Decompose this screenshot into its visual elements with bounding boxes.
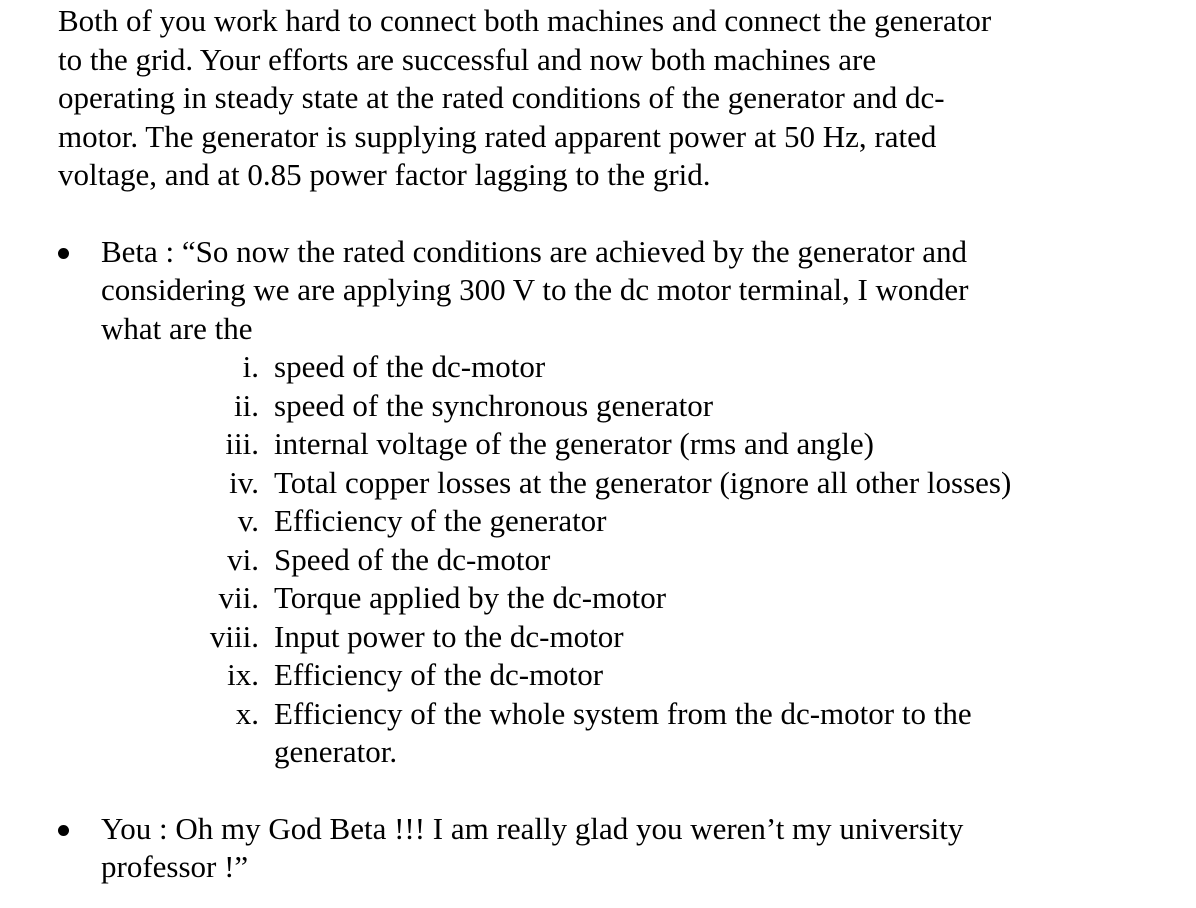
question-text: speed of the synchronous generator [274,387,714,423]
question-number: ix. [227,657,259,692]
question-item [58,502,1178,541]
beta-bullet [58,233,1178,349]
question-text: Torque applied by the dc-motor [274,580,667,615]
intro-line: voltage, and at 0.85 power factor lagging to the grid. [58,157,711,192]
question-item [58,464,1178,503]
question-item [58,695,1178,772]
question-text: Efficiency of the whole system from the dc-motor to the [274,695,972,731]
question-item [58,425,1178,464]
question-number: iii. [225,426,259,461]
you-bullet [58,810,1178,887]
beta-line: what are the [101,310,253,346]
question-number: v. [237,503,259,538]
question-text: Efficiency of the dc-motor [274,657,604,692]
question-number: vii. [218,580,259,615]
question-number: vi. [227,541,259,577]
intro-line: Both of you work hard to connect both machines and connect the generator [58,3,992,38]
question-text: Total copper losses at the generator (ignore all other losses) [274,464,1012,500]
question-item [58,541,1178,580]
question-text: generator. [274,734,398,769]
question-text: Input power to the dc-motor [274,618,624,654]
beta-text [101,233,1178,349]
question-number: viii. [209,618,259,654]
bullet-dot-icon [58,825,69,836]
question-item [58,656,1178,695]
question-text: internal voltage of the generator (rms and angle) [274,426,874,461]
beta-line: Beta : “So now the rated conditions are achieved by the generator and [101,233,967,269]
intro-paragraph [58,2,1178,195]
question-number: x. [235,695,259,731]
question-item [58,348,1178,387]
question-list [58,348,1178,772]
intro-line: motor. The generator is supplying rated apparent power at 50 Hz, rated [58,118,937,154]
you-line: You : Oh my God Beta !!! I am really glad you weren’t my university [101,810,964,846]
question-number: ii. [234,387,259,423]
question-text: Speed of the dc-motor [274,541,551,577]
bullet-dot-icon [58,248,69,259]
question-item [58,579,1178,618]
beta-line: considering we are applying 300 V to the dc motor terminal, I wonder [101,272,969,307]
question-number: i. [242,349,259,384]
you-line: professor !” [101,849,249,884]
question-text: speed of the dc-motor [274,349,546,384]
intro-line: to the grid. Your efforts are successful and now both machines are [58,41,877,77]
question-item [58,387,1178,426]
question-item [58,618,1178,657]
question-number: iv. [229,464,259,500]
intro-line: operating in steady state at the rated conditions of the generator and dc- [58,80,945,115]
you-text [101,810,1178,887]
document-page [58,2,1178,887]
question-text: Efficiency of the generator [274,503,607,538]
